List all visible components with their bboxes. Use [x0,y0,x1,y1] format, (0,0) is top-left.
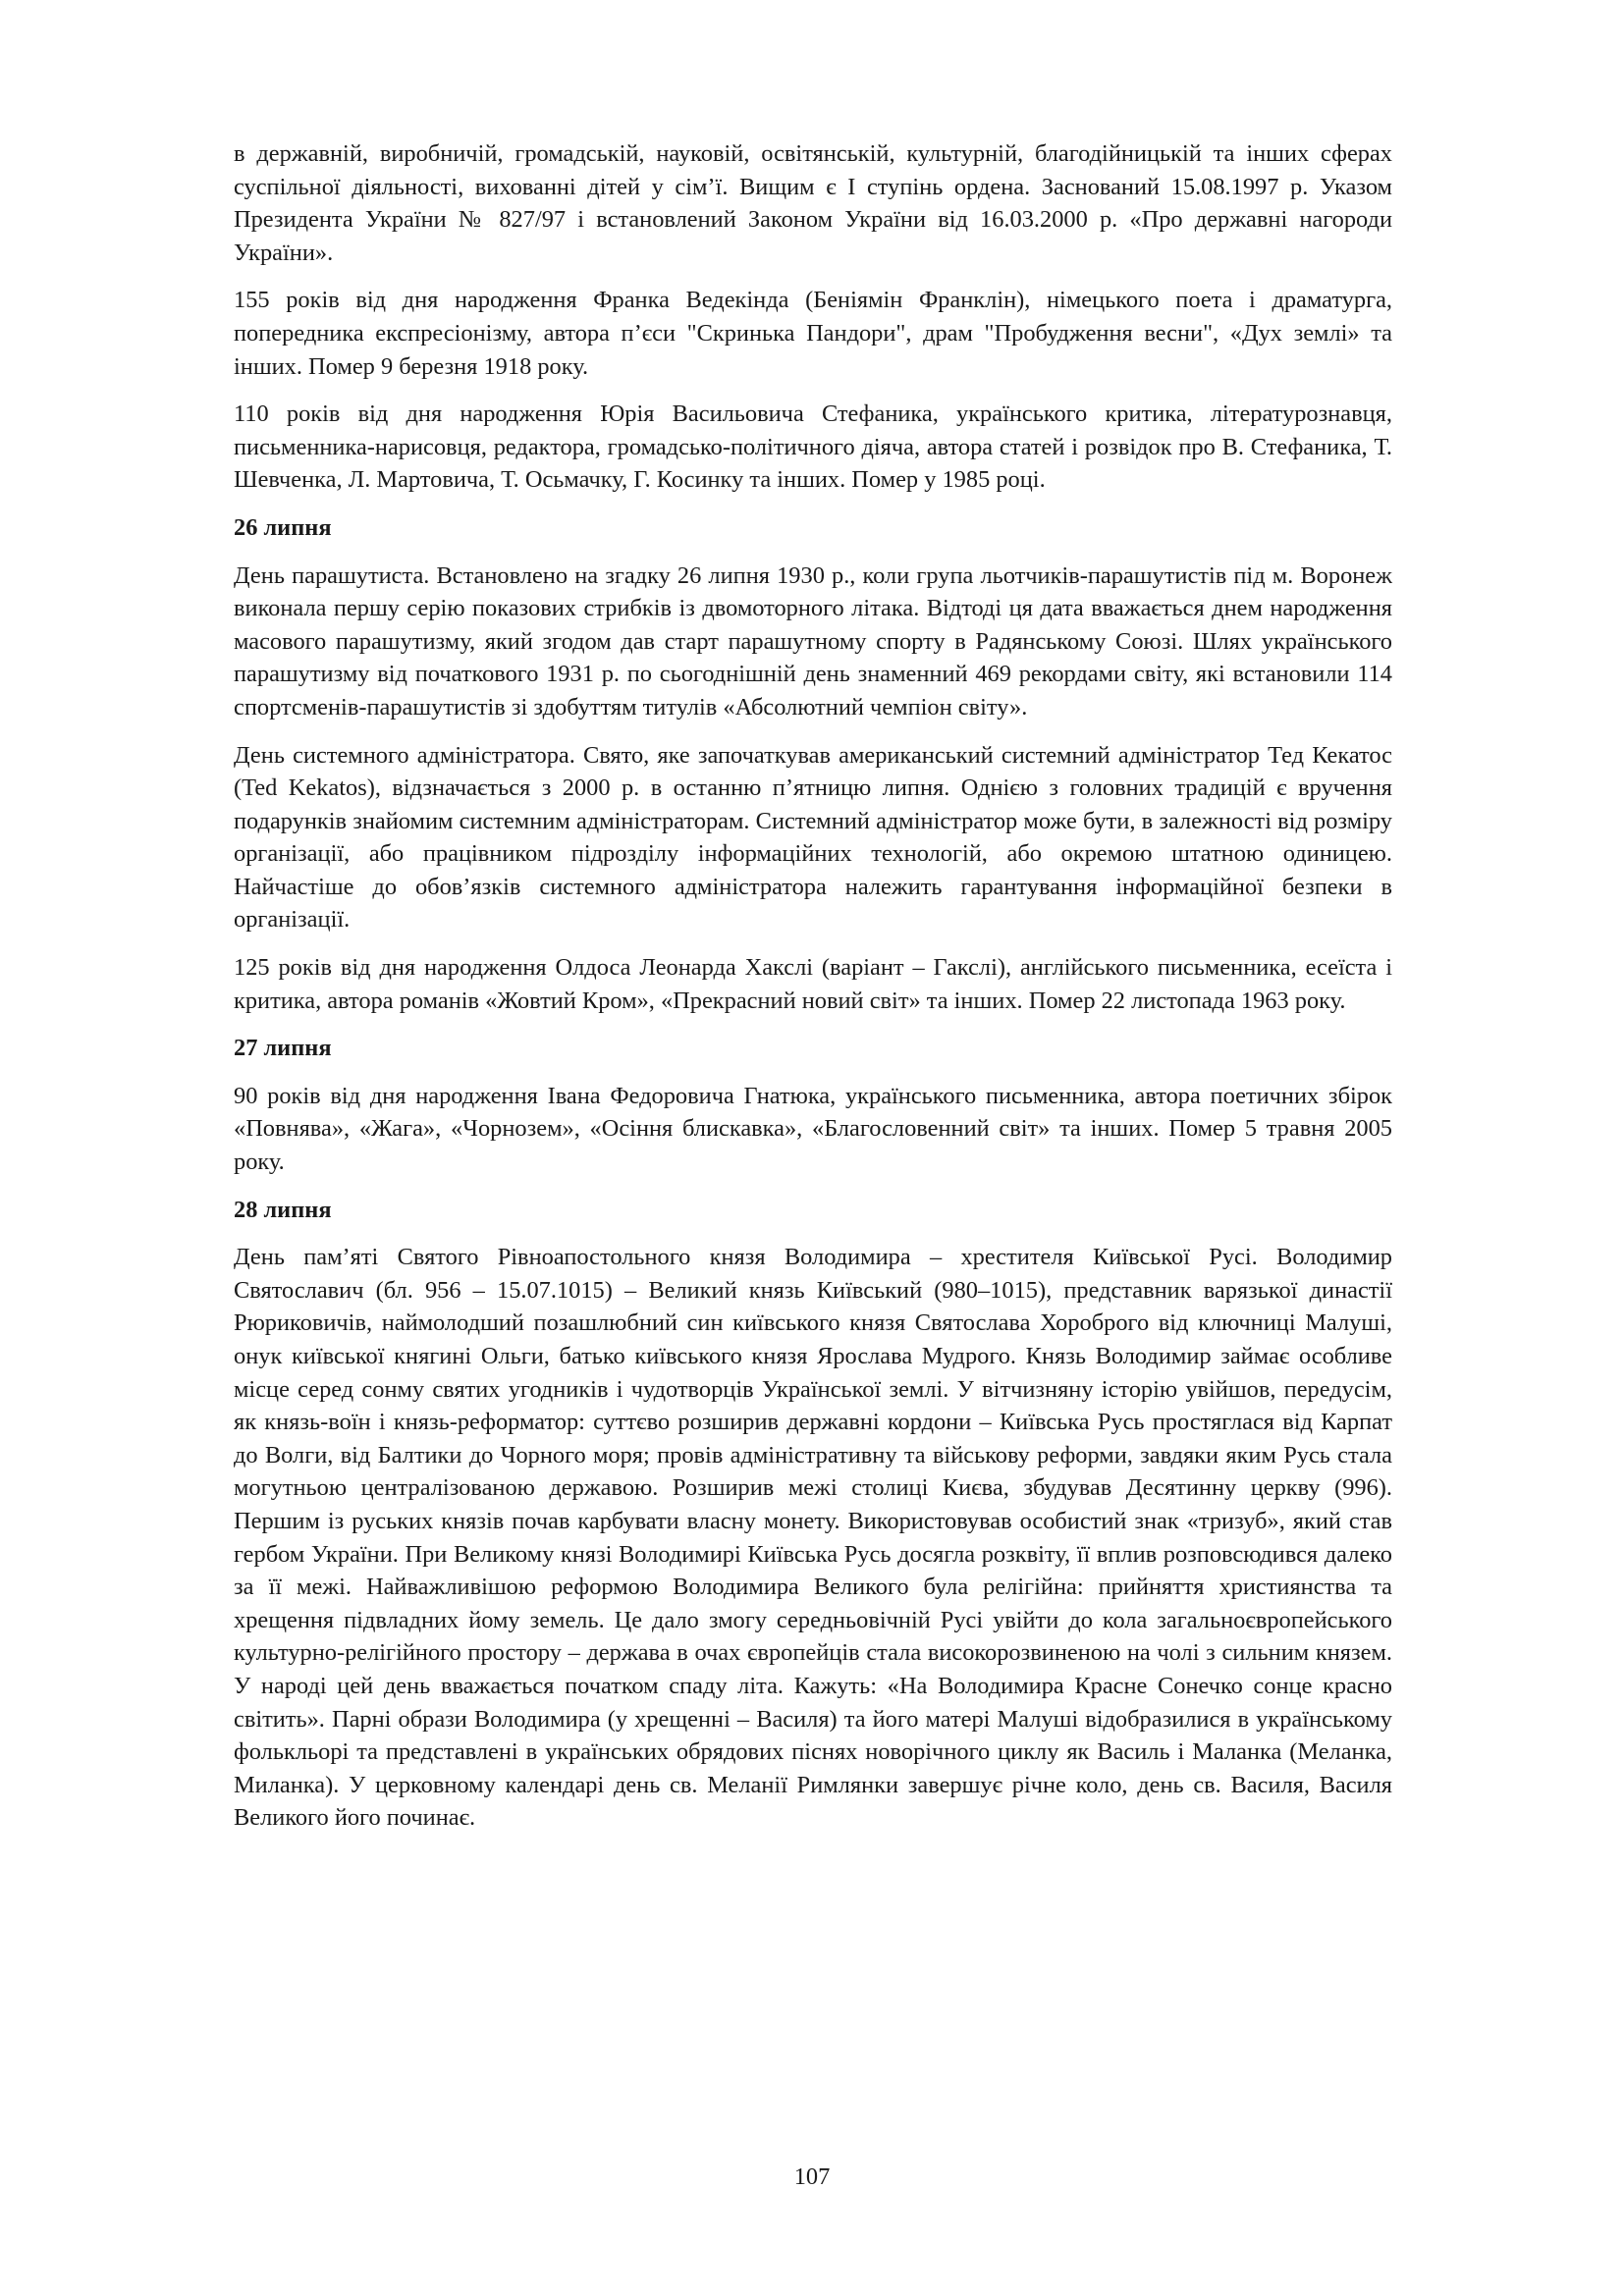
paragraph-stefanyk: 110 років від дня народження Юрія Васильовича Стефаника, українського критика, літературознавця, письменника-нарисовця, редактора, громадсько-політичного діяча, автора статей і розвідок про В. Стефаника, Т. Шевченка, Л. Мартовича, Т. Осьмачку, Г. Косинку та інших. Помер у 1985 році. [234,400,1392,494]
paragraph-order-description: в державній, виробничій, громадській, науковій, освітянській, культурній, благодійницькій та інших сферах суспільної діяльності, вихованні дітей у сім’ї. Вищим є І ступінь ордена. Заснований 15.08.1997 р. Указом Президента України № 827/97 і встановлений Законом України від 16.03.2000 р. «Про державні нагороди України». [234,140,1392,266]
paragraph-hnatiuk: 90 років від дня народження Івана Федоровича Гнатюка, українського письменника, автора поетичних збірок «Повнява», «Жага», «Чорнозем», «Осіння блискавка», «Благословенний світ» та інших. Помер 5 травня 2005 року. [234,1082,1392,1176]
page-number: 107 [793,2163,831,2190]
paragraph-sysadmin-day: День системного адміністратора. Свято, яке започаткував американський системний адміністратор Тед Кекатос (Ted Kekatos), відзначається з 2000 р. в останню п’ятницю липня. Однією з головних традицій є вручення подарунків знайомим системним адміністраторам. Системний адміністратор може бути, в залежності від розміру організації, або працівником підрозділу інформаційних технологій, або окремою штатною одиницею. Найчастіше до обов’язків системного адміністратора належить гарантування інформаційної безпеки в організації. [234,741,1392,934]
date-heading-july-26: 26 липня [234,513,332,541]
date-heading-july-28: 28 липня [234,1196,332,1223]
paragraph-parachutist-day: День парашутиста. Встановлено на згадку 26 липня 1930 р., коли група льотчиків-парашутистів під м. Воронеж виконала першу серію показових стрибків із двомоторного літака. Відтоді ця дата вважається днем народження масового парашутизму, який згодом дав старт парашутному спорту в Радянському Союзі. Шлях українського парашутизму від початкового 1931 р. по сьогоднішній день знаменний 469 рекордами світу, які встановили 114 спортсменів-парашутистів зі здобуттям титулів «Абсолютний чемпіон світу». [234,561,1392,721]
date-heading-july-27: 27 липня [234,1035,332,1062]
paragraph-huxley: 125 років від дня народження Олдоса Леонарда Хакслі (варіант – Гакслі), англійського письменника, есеїста і критика, автора романів «Жовтий Кром», «Прекрасний новий світ» та інших. Помер 22 листопада 1963 року. [234,954,1392,1014]
paragraph-wedekind: 155 років від дня народження Франка Ведекінда (Беніямін Франклін), німецького поета і драматурга, попередника експресіонізму, автора п’єси "Скринька Пандори", драм "Пробудження весни", «Дух землі» та інших. Помер 9 березня 1918 року. [234,287,1392,380]
paragraph-volodymyr: День пам’яті Святого Рівноапостольного князя Володимира – хрестителя Київської Русі. Володимир Святославич (бл. 956 – 15.07.1015) – Великий князь Київський (980–1015), представник варязької династії Рюриковичів, наймолодший позашлюбний син київського князя Святослава Хороброго від ключниці Малуші, онук київської княгині Ольги, батько київського князя Ярослава Мудрого. Князь Володимир займає особливе місце серед сонму святих угодників і чудотворців Української землі. У вітчизняну історію увійшов, передусім, як князь-воїн і князь-реформатор: суттєво розширив державні кордони – Київська Русь простяглася від Карпат до Волги, від Балтики до Чорного моря; провів адміністративну та військову реформи, завдяки яким Русь стала могутньою централізованою державою. Розширив межі столиці Києва, збудував Десятинну церкву (996). Першим із руських князів почав карбувати власну монету. Використовував особистий знак «тризуб», який став гербом України. При Великому князі Володимирі Київська Русь досягла розквіту, її вплив розповсюдився далеко за її межі. Найважливішою реформою Володимира Великого була релігійна: прийняття християнства та хрещення підвладних йому земель. Це дало змогу середньовічній Русі увійти до кола загальноєвропейського культурно-релігійного простору – держава в очах європейців стала високорозвиненою на чолі з сильним князем. У народі цей день вважається початком спаду літа. Кажуть: «На Володимира Красне Сонечко сонце красно світить». Парні образи Володимира (у хрещенні – Василя) та його матері Малуші відобразилися в українському фолькльорі та представлені в українських обрядових піснях новорічного циклу як Василь і Маланка (Меланка, Миланка). У церковному календарі день св. Меланії Римлянки завершує річне коло, день св. Василя, Василя Великого його починає. [234,1244,1392,1832]
document-body [234,137,1392,1849]
